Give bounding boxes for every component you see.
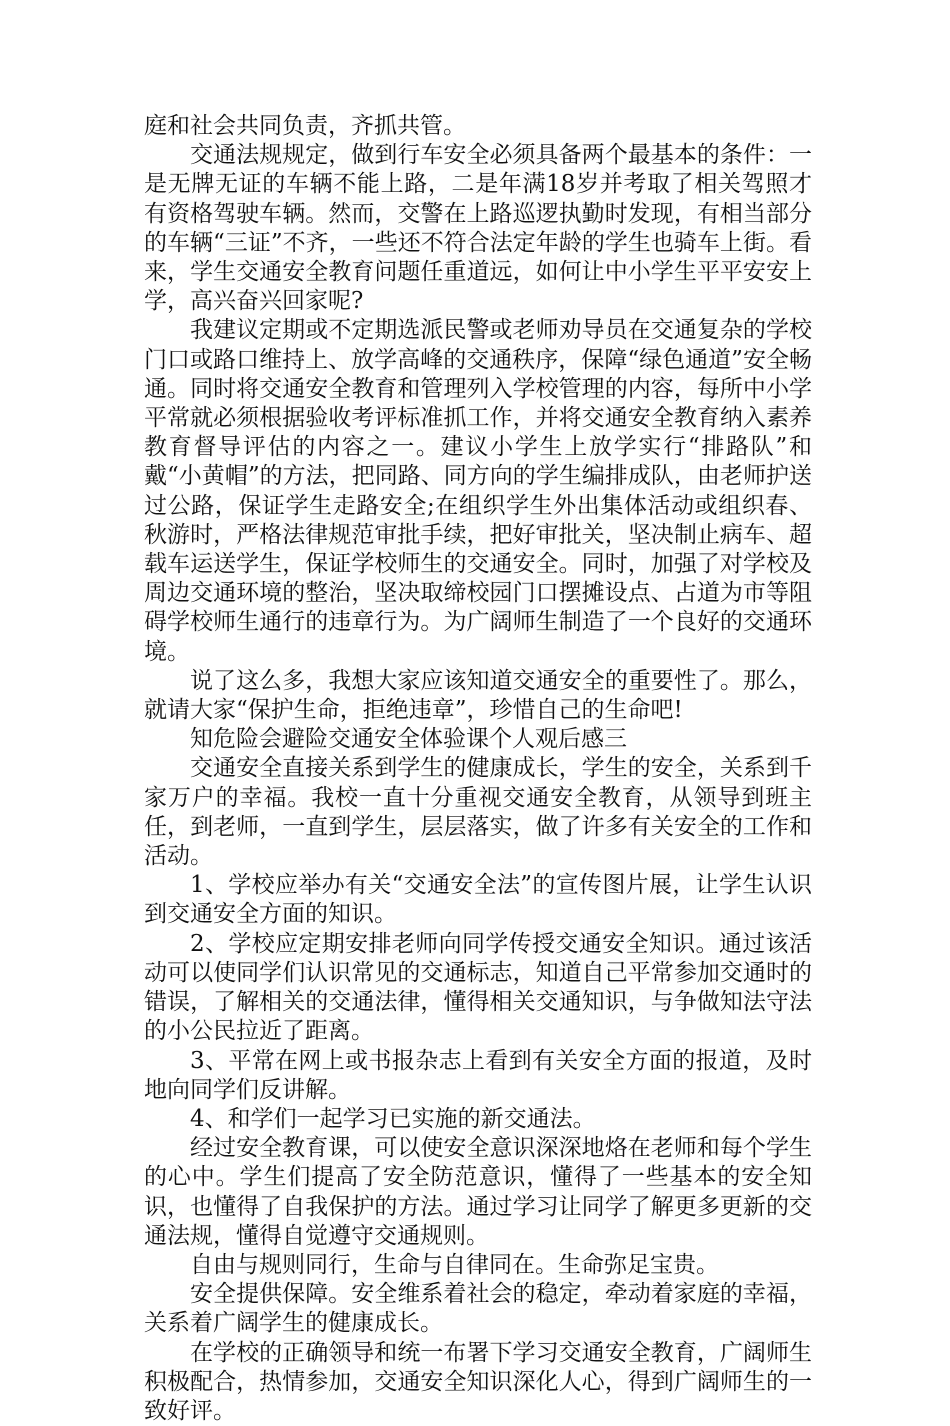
paragraph: 交通法规规定，做到行车安全必须具备两个最基本的条件：一是无牌无证的车辆不能上路，二是年满18岁并考取了相关驾照才有资格驾驶车辆。然而，交警在上路巡逻执勤时发现，有相当部分的车辆“三证”不齐，一些还不符合法定年龄的学生也骑车上街。看来，学生交通安全教育问题任重道远，如何让中小学生平平安安上学，高兴奋兴回家呢?	[144, 142, 812, 315]
list-item: 1、学校应举办有关“交通安全法”的宣传图片展，让学生认识到交通安全方面的知识。	[144, 872, 812, 928]
list-item: 2、学校应定期安排老师向同学传授交通安全知识。通过该活动可以使同学们认识常见的交通标志，知道自己平常参加交通时的错误，了解相关的交通法律，懂得相关交通知识，与争做知法守法的小公民拉近了距离。	[144, 930, 812, 1045]
paragraph: 安全提供保障。安全维系着社会的稳定，牵动着家庭的幸福，关系着广阔学生的健康成长。	[144, 1281, 812, 1337]
paragraph: 经过安全教育课，可以使安全意识深深地烙在老师和每个学生的心中。学生们提高了安全防范意识，懂得了一些基本的安全知识，也懂得了自我保护的方法。通过学习让同学了解更多更新的交通法规，懂得自觉遵守交通规则。	[144, 1135, 812, 1249]
paragraph: 自由与规则同行，生命与自律同在。生命弥足宝贵。	[190, 1251, 719, 1278]
paragraph: 说了这么多，我想大家应该知道交通安全的重要性了。那么，就请大家“保护生命，拒绝违章”，珍惜自己的生命吧!	[144, 667, 812, 724]
paragraph: 在学校的正确领导和统一布署下学习交通安全教育，广阔师生积极配合，热情参加，交通安全知识深化人心，得到广阔师生的一致好评。	[144, 1339, 812, 1424]
list-item: 3、平常在网上或书报杂志上看到有关安全方面的报道，及时地向同学们反讲解。	[144, 1047, 812, 1103]
section-heading: 知危险会避险交通安全体验课个人观后感三	[190, 726, 627, 753]
paragraph: 交通安全直接关系到学生的健康成长，学生的安全，关系到千家万户的幸福。我校一直十分重视交通安全教育，从领导到班主任，到老师，一直到学生，层层落实，做了许多有关安全的工作和活动。	[144, 755, 812, 870]
paragraph: 庭和社会共同负责，齐抓共管。	[144, 113, 466, 139]
document-body	[144, 112, 812, 1426]
list-item: 4、和学们一起学习已实施的新交通法。	[190, 1105, 596, 1132]
paragraph: 我建议定期或不定期选派民警或老师劝导员在交通复杂的学校门口或路口维持上、放学高峰的交通秩序，保障“绿色通道”安全畅通。同时将交通安全教育和管理列入学校管理的内容，每所中小学平常就必须根据验收考评标准抓工作，并将交通安全教育纳入素养教育督导评估的内容之一。建议小学生上放学实行“排路队”和戴“小黄帽”的方法，把同路、同方向的学生编排成队，由老师护送过公路，保证学生走路安全;在组织学生外出集体活动或组织春、秋游时，严格法律规范审批手续，把好审批关，坚决制止病车、超载车运送学生，保证学校师生的交通安全。同时，加强了对学校及周边交通环境的整治，坚决取缔校园门口摆摊设点、占道为市等阻碍学校师生通行的违章行为。为广阔师生制造了一个良好的交通环境。	[144, 317, 812, 665]
